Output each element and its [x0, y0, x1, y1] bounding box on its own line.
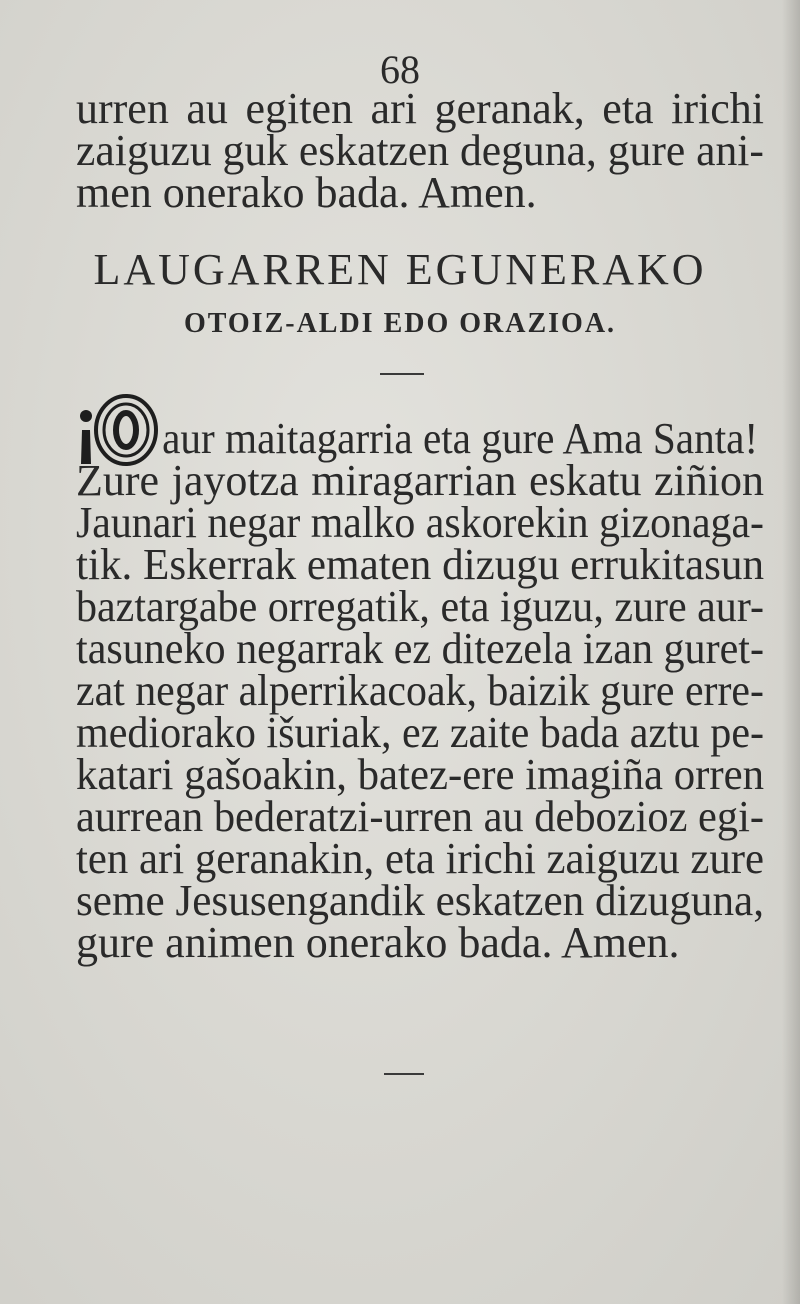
page-number: 68: [380, 47, 420, 92]
text-line: tasuneko negarrak ez ditezela izan guret-: [76, 624, 764, 673]
text-line: aurrean bederatzi-urren au debozioz egi-: [76, 792, 765, 841]
text-line: Zure jayotza miragarrian eskatu ziñion: [76, 456, 764, 505]
text-line: katari gašoakin, batez-ere imagiña orren: [76, 750, 765, 799]
text-line: Jaunari negar malko askorekin gizonaga-: [76, 498, 764, 547]
page-edge-shadow: [782, 0, 800, 1304]
previous-prayer-ending: [76, 84, 764, 217]
text-line: gure animen onerako bada. Amen.: [76, 918, 680, 967]
section-subtitle: OTOIZ-ALDI EDO ORAZIOA.: [183, 308, 617, 339]
text-line: zat negar alperrikacoak, baizik gure erre-: [76, 666, 764, 715]
prayer-body: [76, 414, 765, 967]
section-title: LAUGARREN EGUNERAKO: [93, 245, 707, 294]
text-line: seme Jesusengandik eskatzen dizuguna,: [76, 876, 765, 925]
divider-rule: [384, 1073, 424, 1075]
text-line: urren au egiten ari geranak, eta irichi: [76, 84, 764, 133]
text-line: aur maitagarria eta gure Ama Santa!: [162, 414, 759, 463]
text-line: baztargabe orregatik, eta iguzu, zure aur-: [76, 582, 764, 631]
divider-rule: [380, 373, 424, 375]
text-line: men onerako bada. Amen.: [76, 168, 537, 217]
text-line: mediorako išuriak, ez zaite bada aztu pe-: [76, 708, 765, 757]
text-line: zaiguzu guk eskatzen deguna, gure ani-: [76, 126, 764, 175]
text-line: tik. Eskerrak ematen dizugu errukitasun: [76, 540, 765, 589]
text-line: ten ari geranakin, eta irichi zaiguzu zure: [76, 834, 764, 883]
